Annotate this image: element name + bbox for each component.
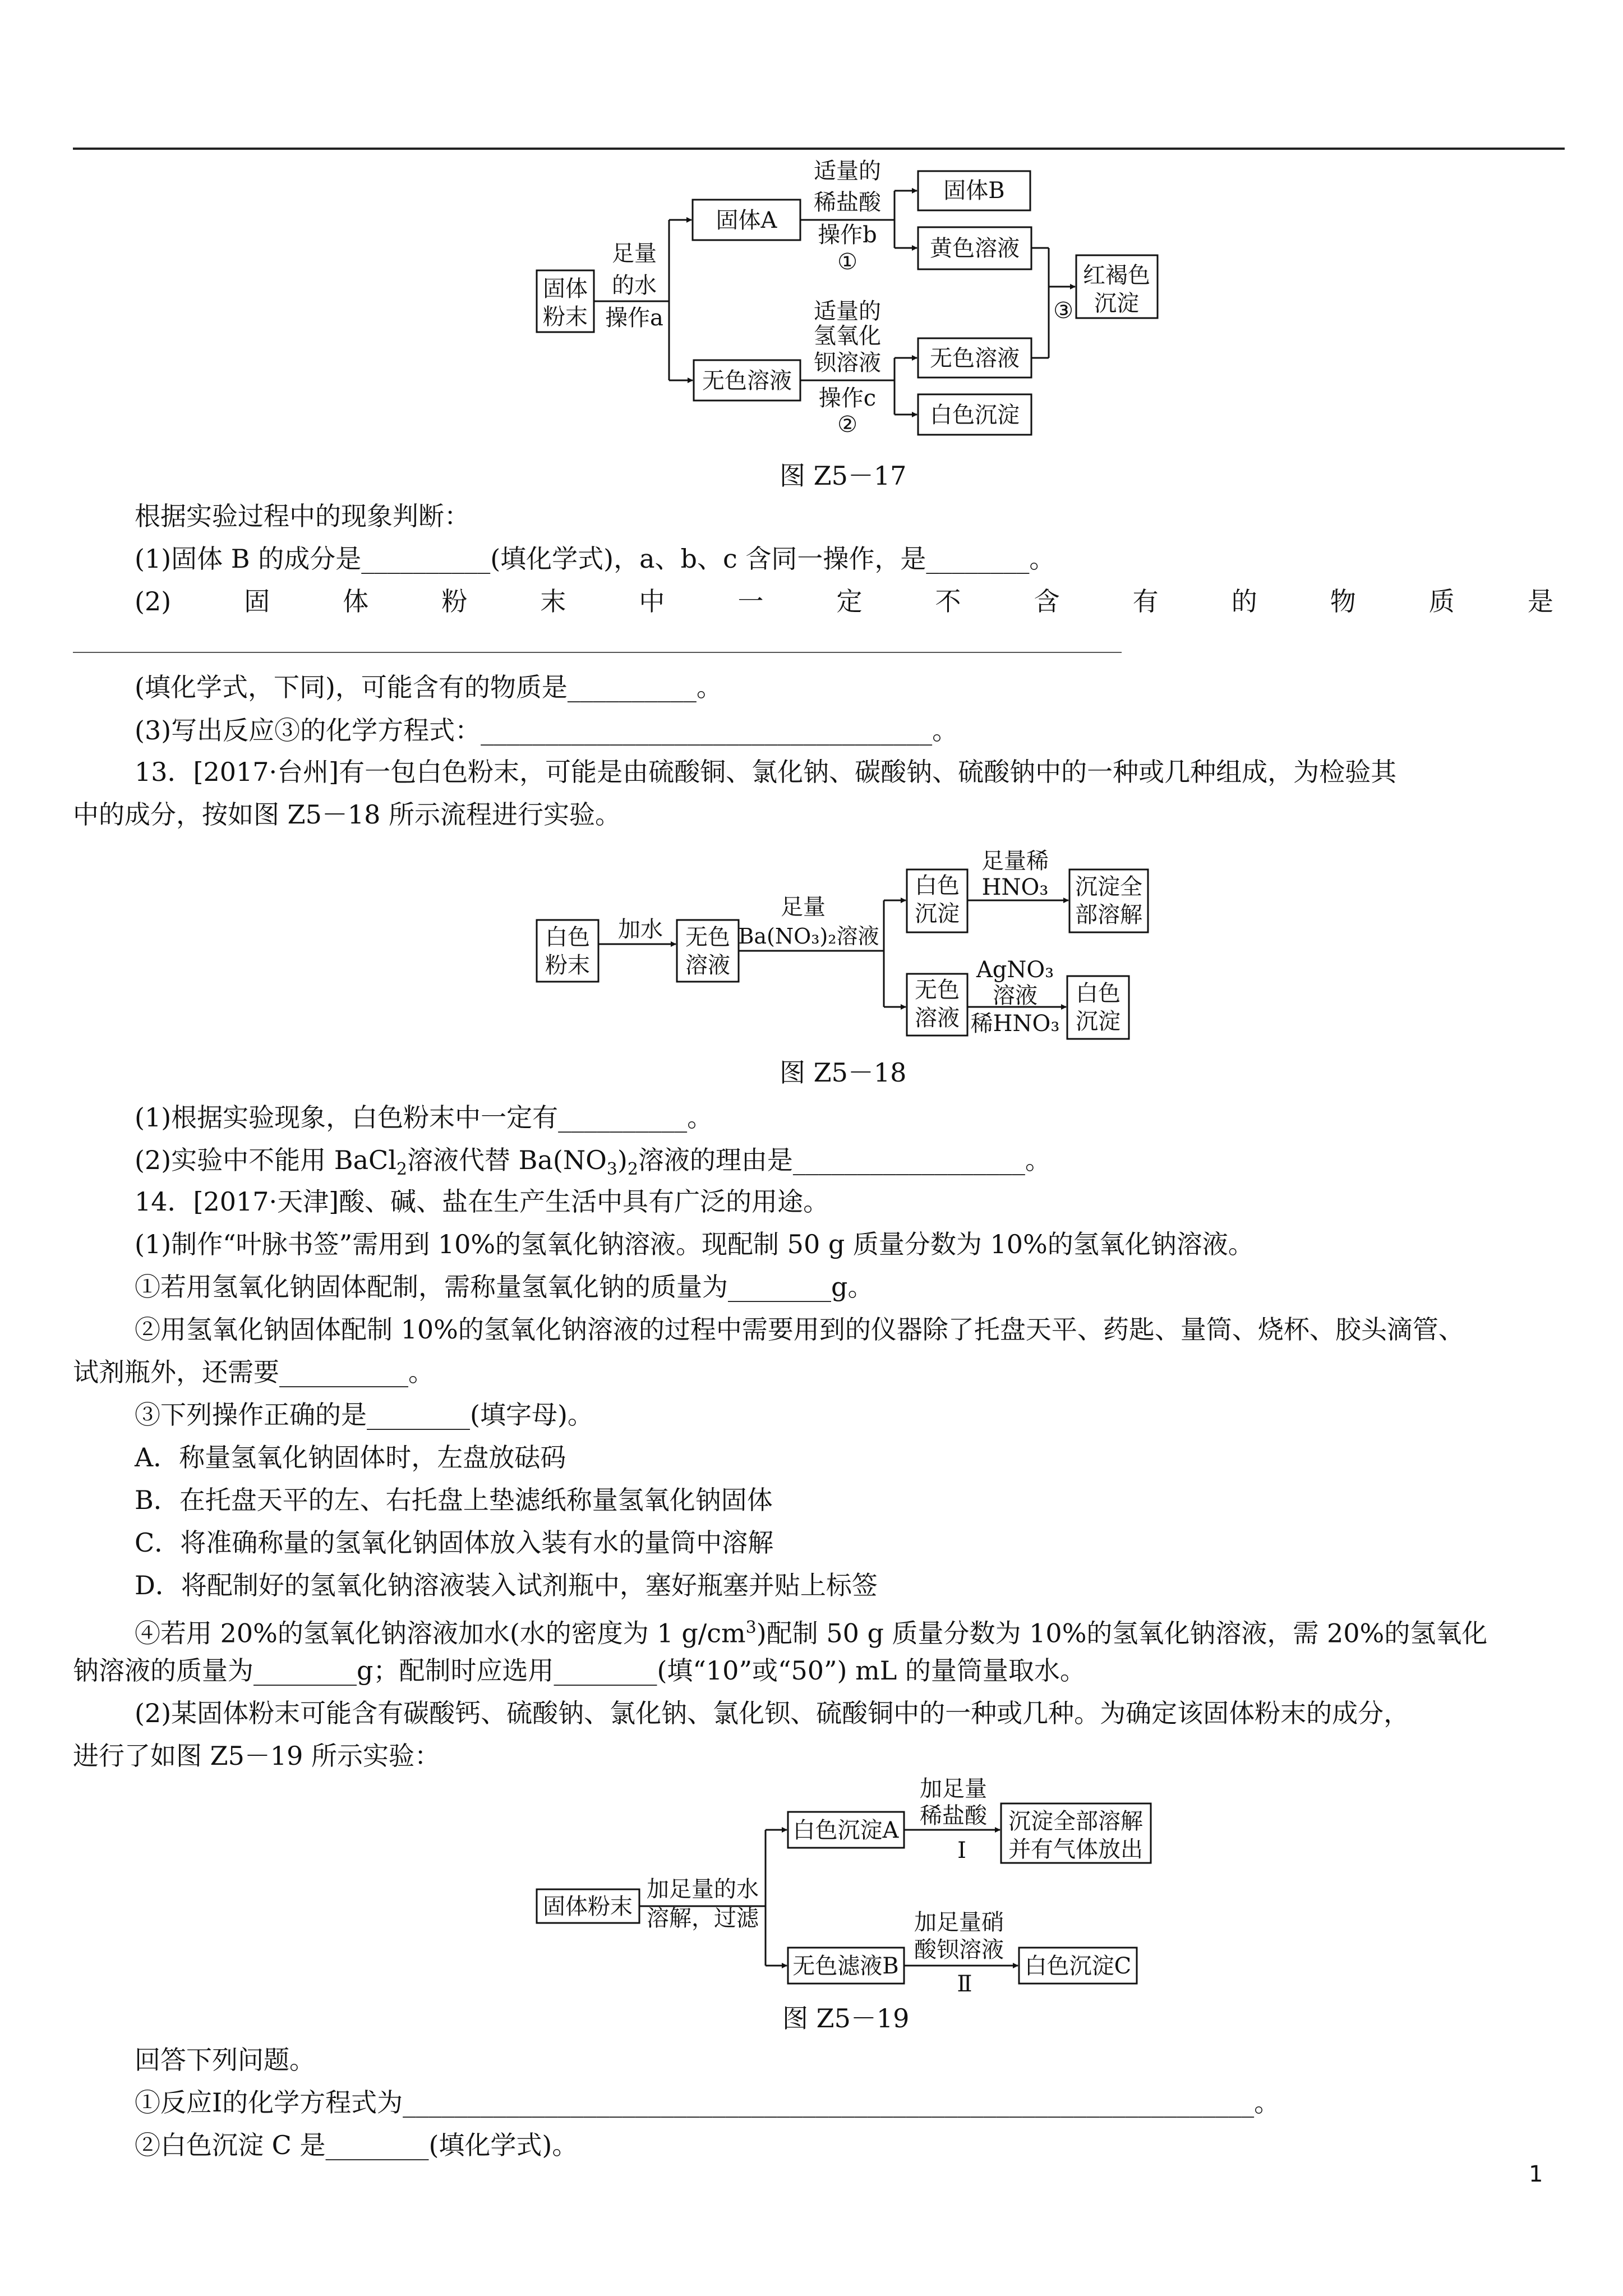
q14-s2a: (2)某固体粉末可能含有碳酸钙、硫酸钠、氯化钠、氯化钡、硫酸铜中的一种或几种。为确定该固体粉末的成分， — [135, 1698, 1410, 1728]
fig17-powder-2: 粉末 — [543, 304, 588, 330]
fig17-powder-1: 固体 — [543, 276, 588, 302]
q12-p2-c0: (2) — [135, 586, 172, 616]
q14-s1-4a2: )配制 50 g 质量分数为 10%的氢氧化钠溶液，需 20%的氢氧化 — [756, 1618, 1488, 1649]
q13-p2c: 溶液代替 Ba(NO — [407, 1145, 607, 1175]
fig18-acid-2: HNO₃ — [981, 875, 1049, 900]
fig17-step-c-3: 钡溶液 — [814, 350, 881, 376]
q14-s1-4b: 钠溶液的质量为________g；配制时应选用________(填“10”或“50”) mL 的量筒量取水。 — [73, 1655, 1086, 1686]
fig19-nitrate-2: 酸钡溶液 — [914, 1937, 1004, 1963]
page-number: 1 — [1529, 2161, 1543, 2187]
q12-p2-c10: 有 — [1132, 586, 1159, 616]
fig19-ppt-c: 白色沉淀C — [1024, 1953, 1132, 1979]
q14-s1-4a1: ④若用 20%的氢氧化钠溶液加水(水的密度为 1 g/cm — [135, 1618, 746, 1649]
q12-p2-c12: 物 — [1330, 586, 1356, 616]
fig19-acid-2: 稀盐酸 — [920, 1803, 987, 1829]
q12-p2-c14: 是 — [1527, 586, 1553, 616]
fig17-step3: ③ — [1053, 298, 1073, 324]
q12-p2-c5: 中 — [639, 586, 665, 616]
fig19-powder: 固体粉末 — [543, 1894, 633, 1920]
q14-option-b: B．在托盘天平的左、右托盘上垫滤纸称量氢氧化钠固体 — [135, 1485, 773, 1515]
fig18-dissolve-1: 沉淀全 — [1075, 874, 1142, 900]
fig17-step-c-5: ② — [837, 412, 857, 438]
fig17-step-a-1: 足量 — [612, 241, 657, 266]
fig19-filtrate-b: 无色滤液B — [792, 1953, 899, 1979]
fig18-dissolve-2: 部溶解 — [1075, 902, 1142, 928]
fig17-step-b-1: 适量的 — [814, 158, 881, 184]
fig17-step-b-3: 操作b — [818, 222, 877, 248]
q14-option-a: A．称量氢氧化钠固体时，左盘放砝码 — [135, 1442, 566, 1473]
q13-p2g: 溶液的理由是__________________。 — [638, 1145, 1051, 1175]
q13-stem-2: 中的成分，按如图 Z5－18 所示流程进行实验。 — [73, 799, 621, 830]
fig18-colorless2-1: 无色 — [915, 977, 960, 1003]
fig17-step-c-1: 适量的 — [814, 298, 881, 324]
q14-s1-3: ③下列操作正确的是________(填字母)。 — [135, 1400, 593, 1430]
q13-p2e: ) — [617, 1145, 628, 1175]
fig18-powder-1: 白色 — [545, 924, 590, 950]
figure-z5-19-caption: 图 Z5－19 — [782, 2003, 910, 2033]
fig19-nitrate-3: Ⅱ — [957, 1971, 972, 1997]
q12-p2-c6: 一 — [737, 586, 764, 616]
fig18-acid-1: 足量稀 — [981, 848, 1049, 874]
fig19-acid-3: Ⅰ — [957, 1838, 966, 1864]
fig17-colorless2: 无色溶液 — [930, 346, 1020, 371]
q12-p2-c3: 粉 — [441, 586, 468, 616]
q12-part2-cont: (填化学式，下同)，可能含有的物质是__________。 — [135, 672, 722, 702]
fig17-solid-b: 固体B — [943, 178, 1005, 204]
q14-s1: (1)制作“叶脉书签”需用到 10%的氢氧化钠溶液。现配制 50 g 质量分数为 10%的氢氧化钠溶液。 — [135, 1229, 1254, 1259]
q12-p2-c1: 固 — [244, 586, 270, 616]
fig18-agno3-3: 稀HNO₃ — [970, 1011, 1060, 1037]
fig17-red-brown-1: 红褐色 — [1083, 263, 1150, 288]
q14-option-d: D．将配制好的氢氧化钠溶液装入试剂瓶中，塞好瓶塞并贴上标签 — [135, 1570, 878, 1600]
fig19-result-1: 沉淀全部溶解 — [1008, 1809, 1143, 1834]
fig18-white-ppt-1: 白色 — [915, 873, 960, 899]
q13-part1: (1)根据实验现象，白色粉末中一定有__________。 — [135, 1102, 713, 1133]
fig17-yellow: 黄色溶液 — [930, 236, 1020, 261]
q12-p2-c7: 定 — [836, 586, 863, 616]
q14-s1-1: ①若用氢氧化钠固体配制，需称量氢氧化钠的质量为________g。 — [135, 1272, 874, 1302]
q14-s1-2a: ②用氢氧化钠固体配制 10%的氢氧化钠溶液的过程中需要用到的仪器除了托盘天平、药匙、量筒、烧杯、胶头滴管、 — [135, 1314, 1464, 1345]
q12-p2-c9: 含 — [1034, 586, 1060, 616]
q14-s2b: 进行了如图 Z5－19 所示实验： — [73, 1741, 441, 1771]
fig17-step-c-4: 操作c — [818, 385, 877, 411]
q12-part3: (3)写出反应③的化学方程式：___________________________________。 — [135, 715, 958, 746]
fig17-white-ppt: 白色沉淀 — [930, 402, 1020, 428]
fig19-add-water-1: 加足量的水 — [647, 1876, 759, 1902]
q14-answer-intro: 回答下列问题。 — [135, 2045, 315, 2075]
q12-intro: 根据实验过程中的现象判断： — [135, 501, 470, 531]
q14-answer-1: ①反应Ⅰ的化学方程式为__________________________________________________________________。 — [135, 2087, 1280, 2118]
fig19-ppt-a: 白色沉淀A — [792, 1818, 899, 1843]
fig19-acid-1: 加足量 — [920, 1776, 987, 1802]
fig18-agno3-2: 溶液 — [993, 983, 1038, 1009]
fig18-white-ppt2-2: 沉淀 — [1076, 1009, 1121, 1034]
fig18-colorless2-2: 溶液 — [915, 1005, 960, 1031]
q12-part1: (1)固体 B 的成分是__________(填化学式)，a、b、c 含同一操作，是________。 — [135, 544, 1055, 574]
fig17-step-b-4: ① — [837, 249, 857, 275]
q12-p2-c11: 的 — [1231, 586, 1257, 616]
fig18-colorless-1: 无色 — [685, 924, 730, 950]
q12-p2-c4: 末 — [540, 586, 566, 616]
fig18-add-water: 加水 — [618, 917, 663, 942]
fig17-step-b-2: 稀盐酸 — [814, 190, 881, 215]
fig19-add-water-2: 溶解，过滤 — [647, 1906, 759, 1931]
fig17-step-a-3: 操作a — [605, 305, 663, 331]
fig17-step-c-2: 氢氧化 — [814, 323, 881, 349]
fig17-red-brown-2: 沉淀 — [1094, 291, 1139, 316]
q14-stem: 14．[2017·天津]酸、碱、盐在生产生活中具有广泛的用途。 — [135, 1186, 829, 1217]
q13-p2f: 2 — [627, 1159, 638, 1180]
q14-answer-2: ②白色沉淀 C 是________(填化学式)。 — [135, 2130, 578, 2160]
q12-p2-c13: 质 — [1428, 586, 1455, 616]
figure-z5-17-caption: 图 Z5－17 — [780, 461, 907, 491]
figure-z5-18-caption: 图 Z5－18 — [780, 1057, 907, 1088]
fig18-white-ppt-2: 沉淀 — [915, 901, 960, 927]
q12-p2-c2: 体 — [343, 586, 369, 616]
fig18-colorless-2: 溶液 — [685, 953, 730, 978]
q13-p2b: 2 — [396, 1159, 408, 1180]
fig19-nitrate-1: 加足量硝 — [914, 1910, 1004, 1935]
fig18-powder-2: 粉末 — [545, 953, 590, 978]
q13-p2a: (2)实验中不能用 BaCl — [135, 1145, 396, 1175]
fig18-reagent-2: Ba(NO₃)₂溶液 — [738, 924, 879, 949]
fig17-step-a-2: 的水 — [612, 273, 657, 298]
q12-p2-c8: 不 — [935, 586, 961, 616]
q14-option-c: C．将准确称量的氢氧化钠固体放入装有水的量筒中溶解 — [135, 1527, 774, 1558]
fig18-reagent-1: 足量 — [781, 894, 826, 920]
fig18-agno3-1: AgNO₃ — [976, 957, 1054, 983]
q14-s1-4a-sup: 3 — [745, 1618, 757, 1637]
q14-s1-2b: 试剂瓶外，还需要__________。 — [73, 1357, 434, 1387]
fig17-colorless: 无色溶液 — [702, 368, 792, 394]
q13-stem-1: 13．[2017·台州]有一包白色粉末，可能是由硫酸铜、氯化钠、碳酸钠、硫酸钠中的一种或几种组成，为检验其 — [135, 757, 1397, 787]
fig18-white-ppt2-1: 白色 — [1076, 981, 1121, 1006]
fig17-solid-a: 固体A — [716, 208, 777, 233]
fig19-result-2: 并有气体放出 — [1008, 1837, 1143, 1862]
q13-p2d: 3 — [606, 1159, 617, 1180]
